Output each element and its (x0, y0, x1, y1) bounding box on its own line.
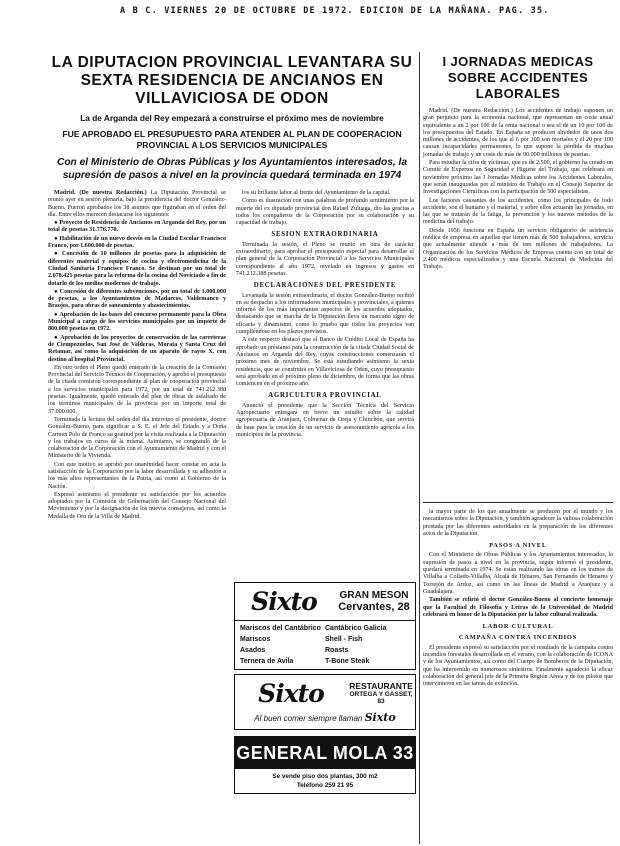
deck-arganda: La de Arganda del Rey empezará a construirse el próximo mes de noviembre (80, 113, 384, 123)
subhead-agricultura: AGRICULTURA PROVINCIAL (268, 392, 382, 400)
ad-restaurante-label: RESTAURANTE (349, 681, 413, 691)
ad-meson-specialties-right (325, 623, 410, 667)
paragraph: A este respecto destacó que el Banco de Crédito Local de España ha aprobado un préstamo para la construcción de la citada Ciudad Social de Ancianos en Arganda del Rey, cuyas construcciones comenzarán el próximo mes de noviembre. Se está estudiando asimismo la sexta residencia, que se construirá en Villaviciosa de Odón, cuyo presupuesto será aprobado en el próximo pleno de diciembre, de forma que las obras comiencen en el próximo año. (236, 337, 414, 388)
ad-meson-specialties-left (240, 623, 325, 667)
ad-specialty: Cantábrico Galicia (325, 625, 387, 632)
right-body-bottom (423, 509, 613, 839)
bullet-paragraph: ● Proyecto de Residencia de Ancianos en Arganda del Rey, por un total de pesetas 31.776.770. (48, 220, 226, 234)
right-paragraphs (423, 108, 613, 272)
paragraph: Levantada la sesión extraordinaria, el doctor González-Bueno recibió en su despacho a los informadores municipales y provinciales, a quienes informó de los más importantes aspectos de los acuerdos adoptados, destacando que se marcha de la Diputación lleva un marcado signo de eficacia y dinamismo, como lo prueba que todos los proyectos van cumpliéndose en los plazos previstos. (236, 292, 414, 336)
col1-text (48, 190, 226, 521)
ad-general-mola (234, 736, 416, 794)
col2-mid-text (236, 242, 414, 278)
paragraph: Como es ilustración con unas palabras de profundo sentimiento por la muerte del ex diputado provincial don Rafael Zuluaga, dio las gracias a todos los compañeros de la Corporación por su colaboración y su capacidad de trabajo. (236, 198, 414, 227)
paragraph: Terminada la sesión, el Pleno se reunió en otra de carácter extraordinario, para aprobar el presupuesto especial para desarrollar el plan general de la Corporación Provincial a los Servicios Municipales correspondiente al año 1972, nivelado en ingresos y gastos en 741.212.388 pesetas. (236, 241, 414, 277)
paragraph: Los factores causantes de los accidentes, como los principales de todo accidente, son el humano y el material, y sobre ellos actuarán las jornadas, en las que se tratarán de la fatiga, la prevención y los nuevos métodos de la medicina del trabajo. (423, 197, 613, 226)
ad-specialty: Roasts (325, 647, 349, 654)
subhead-declaraciones: DECLARACIONES DEL PRESIDENTE (253, 282, 397, 290)
deck-presupuesto: FUE APROBADO EL PRESUPUESTO PARA ATENDER AL PLAN DE COOPERACION PROVINCIAL A LOS SERVICIOS MUNICIPALES (62, 129, 402, 150)
ad-restaurante (234, 674, 416, 730)
paragraph: En otro orden el Pleno quedó enterado de la creación de la Comisión Provincial del Servicio Técnico de Cooperación, y aprobó el presupuesto de la citada comisión correspondiente al plan de cooperación provincial a los servicios municipales para 1972, por un total de 741.212.388 pesetas. Igualmente, quedó enterado del plan de obras de asfaltado de los términos municipales de la provincia por un importe total de 37.000.000. (48, 364, 226, 415)
ad-specialty: Shell - Fish (325, 636, 363, 643)
col2-end-text (236, 403, 414, 439)
running-head: A B C. VIERNES 20 DE OCTUBRE DE 1972. EDICION DE LA MAÑANA. PAG. 35. (120, 6, 550, 16)
right-lower-paragraph: la mayor parte de los que anualmente se producen por el mundo y los mecanismos sobre la Diputación, y también agradecer la valiosa colaboración prestada por las diferentes autoridades en la preparación de los diferentes actos de la Diputación. (423, 509, 613, 537)
bullet-paragraph: ● Concesión de diferentes subvenciones, por un total de 1.000.000 de pesetas, a los Ayuntamientos de Madarcos, Valdemanco y Braojos, para obras de saneamiento y abastecimientos. (48, 288, 226, 310)
bullet-paragraph: ● Aprobación de los proyectos de conservación de las carreteras de Ciempozuelos, San José de Valderas, Morata y Santa Cruz del Retamar, así como la adquisición de un aparato de rayos X, con destino al hospital Provincial. (48, 334, 226, 363)
paragraph: Anunció el presidente que la Sección Técnica del Servicio Agropecuario entregará en breve un estudio sobre la calidad agropecuaria de Aranjuez, Colmenar de Oreja y Chinchón, que servirá de base para la creación de un servicio de asesoramiento agrícola a los municipios de la provincia. (236, 402, 414, 438)
paragraph: Madrid. (De nuestra Redacción.) Los accidentes de trabajo suponen un gran perjuicio para la economía nacional, que representan un coste anual equivalente a un 2 por 100 de la renta nacional o sea el de un 10 por 100 de los presupuestos del Estado. En España se producen alrededor de unos dos millones de accidentes, de los que el 6 por 100 son mortales y el 20 por 100 causan incapacidades permanentes, lo que supone la pérdida de muchas jornadas de trabajo y un coste de más de 90.000 millones de pesetas. (423, 108, 613, 158)
subhead-labor-cultural: LABOR CULTURAL (482, 623, 554, 631)
paragraph: Con este motivo se aprobó por unanimidad hacer constar en acta la satisfacción de la Corporación por la labor desarrollada y su adhesión a los más altos representantes de la Patria, así como al Gobierno de la Nación. (48, 461, 226, 490)
col2-top-text (236, 190, 414, 227)
right-incendios-paragraph: El presidente expresó su satisfacción por el resultado de la campaña contra incendios forestales desarrollada en el verano, con la colaboración de ICONA y de los Ayuntamientos, así como del Cuerpo de Bomberos de la Diputación, que ha intervenido en numerosos siniestros. Finalmente agradeció la eficaz colaboración del general jefe de la Primera Región Aérea y de los pilotos que intervinieron en las tareas de extinción. (423, 644, 613, 688)
subhead-pasos-a-nivel: PASOS A NIVEL (489, 542, 547, 550)
ad-specialty: Mariscos del Cantábrico (240, 625, 321, 632)
column-rule (419, 52, 420, 844)
right-body-top (423, 108, 613, 498)
subhead-sesion-extraordinaria: SESION EXTRAORDINARIA (271, 231, 379, 239)
bullet-paragraph: ● Aprobación de las bases del concurso permanente para la Obra Municipal a cargo de los servicios municipales por un importe de 800.000 pesetas en 1972. (48, 311, 226, 333)
col2-low-text (236, 293, 414, 389)
bullet-paragraph: ● Concesión de 10 millones de pesetas para la adquisición de diferentes material y equipos de cocina y electromedicina de la Ciudad Sanitaria Francisco Franco. Se destinan por un total de 2.078.421 pesetas para la reforma de la cocina del Noviciado a fin de dotarlo de los medios modernos de trabajo. (48, 251, 226, 287)
ad-gran-meson (234, 582, 416, 670)
ad-specialty: T-Bone Steak (325, 658, 370, 665)
main-article (48, 54, 416, 844)
deck-pasos-nivel: Con el Ministerio de Obras Públicas y los Ayuntamientos interesados, la supresión de pasos a nivel en la provincia quedará terminada en 1974 (56, 157, 408, 181)
paragraph: Madrid. (De nuestra Redacción.) La Diputación Provincial se reunió ayer en sesión plenaria, bajo la presidencia del doctor González-Bueno. Fueron aprobados los 38 asuntos que figuraban en el orden del día. Entre ellos merecen destacarse los siguientes: (48, 190, 226, 218)
ad-restaurante-slogan-logo: Sixto (364, 711, 396, 724)
ad-restaurante-slogan: Al buen comer siempre llaman (254, 714, 363, 723)
paragraph: Para estudiar la cifra de víctimas, que es de 2.500, el gobierno ha creado un Comité de Expertos en Seguridad e Higiene del Trabajo, que celebrará en noviembre próximo las I Jornadas Médicas sobre los Accidentes Laborales, que serán inauguradas por el ministro de Trabajo en el Consejo Superior de Investigaciones Científicas con la participación de 500 especialistas. (423, 160, 613, 196)
main-body-column-1 (48, 190, 226, 790)
right-tribute-paragraph: También se refirió el doctor González-Bueno al concierto homenaje que la Facultad de Filosofía y Letras de la Universidad de Madrid celebrará en honor de la Diputación por la labor cultural realizada. (423, 597, 613, 618)
main-body-column-2 (236, 190, 414, 438)
paragraph: Desde 1956 funciona en España un servicio obligatorio de asistencia médica de empresa en aquellas que tienen más de 500 trabajadores, servicio que actualmente atiende a más de tres millones de trabajadores. La Organización de los Servicios Médicos de Empresa cuenta con un total de 2.400 médicos especializados y una Escuela Nacional de Medicina del Trabajo. (423, 227, 613, 271)
ad-meson-address: Cervantes, 28 (338, 601, 410, 613)
ad-meson-logo: Sixto (251, 587, 317, 616)
ad-general-mola-title: GENERAL MOLA 33 (235, 737, 415, 769)
subhead-campana-incendios: CAMPAÑA CONTRA INCENDIOS (458, 634, 578, 642)
paragraph: tos su brillante labor al frente del Ayuntamiento de la capital. (242, 190, 391, 196)
ad-specialty: Ternera de Avila (240, 658, 294, 665)
bullet-paragraph: ● Habilitación de un nuevo desvío en la Ciudad Escolar Francisco Franco, por 1.600.000 de pesetas. (48, 235, 226, 250)
main-headline: LA DIPUTACION PROVINCIAL LEVANTARA SU SEXTA RESIDENCIA DE ANCIANOS EN VILLAVICIOSA DE ODON (51, 54, 413, 107)
ad-restaurante-address: ORTEGA Y GASSET, 83 (349, 691, 413, 705)
ad-general-mola-line1: Se vende piso dos plantas, 300 m2 (272, 773, 378, 780)
right-headline: I JORNADAS MEDICAS SOBRE ACCIDENTES LABORALES (442, 54, 594, 101)
right-article (423, 54, 613, 844)
right-divider (423, 502, 613, 503)
paragraph: Expresó asimismo el presidente su satisfacción por los acuerdos adoptados por la Comisión de Gobernación del Consejo Nacional del Movimiento y por la designación de los nuevos consejeros, así como la Medalla de Oro de la Villa de Madrid. (48, 491, 226, 520)
paragraph: Terminada la lectura del orden del día intervino el presidente, doctor González-Bueno, para significar a S. E. el Jefe del Estado y a Doña Carmen Polo de Franco su gratitud por la visita realizada a la Diputación y los trabajos en curso de la misma. Asimismo, se congratuló de la colaboración de la Corporación con el Ayuntamiento de Madrid y con el Ministerio de la Vivienda. (48, 416, 226, 460)
ad-specialty: Asados (240, 647, 266, 654)
right-pasos-paragraph: Con el Ministerio de Obras Públicas y los Ayuntamientos interesados, la supresión de pasos a nivel en la provincia, según informó el presidente, quedará terminada en 1974. Se están realizando las obras en los tramos de Villalba a Collado-Villalba, Alcalá de Henares, San Fernando de Henares y Torrejón de Ardoz, así como en las líneas de Madrid a Aranjuez y a Guadalajara. (423, 552, 613, 595)
ad-restaurante-logo: Sixto (258, 678, 324, 708)
ad-meson-name: GRAN MESON (339, 590, 409, 601)
ad-general-mola-line2: Teléfono 259 21 95 (296, 782, 354, 789)
ad-specialty: Mariscos (240, 636, 271, 643)
